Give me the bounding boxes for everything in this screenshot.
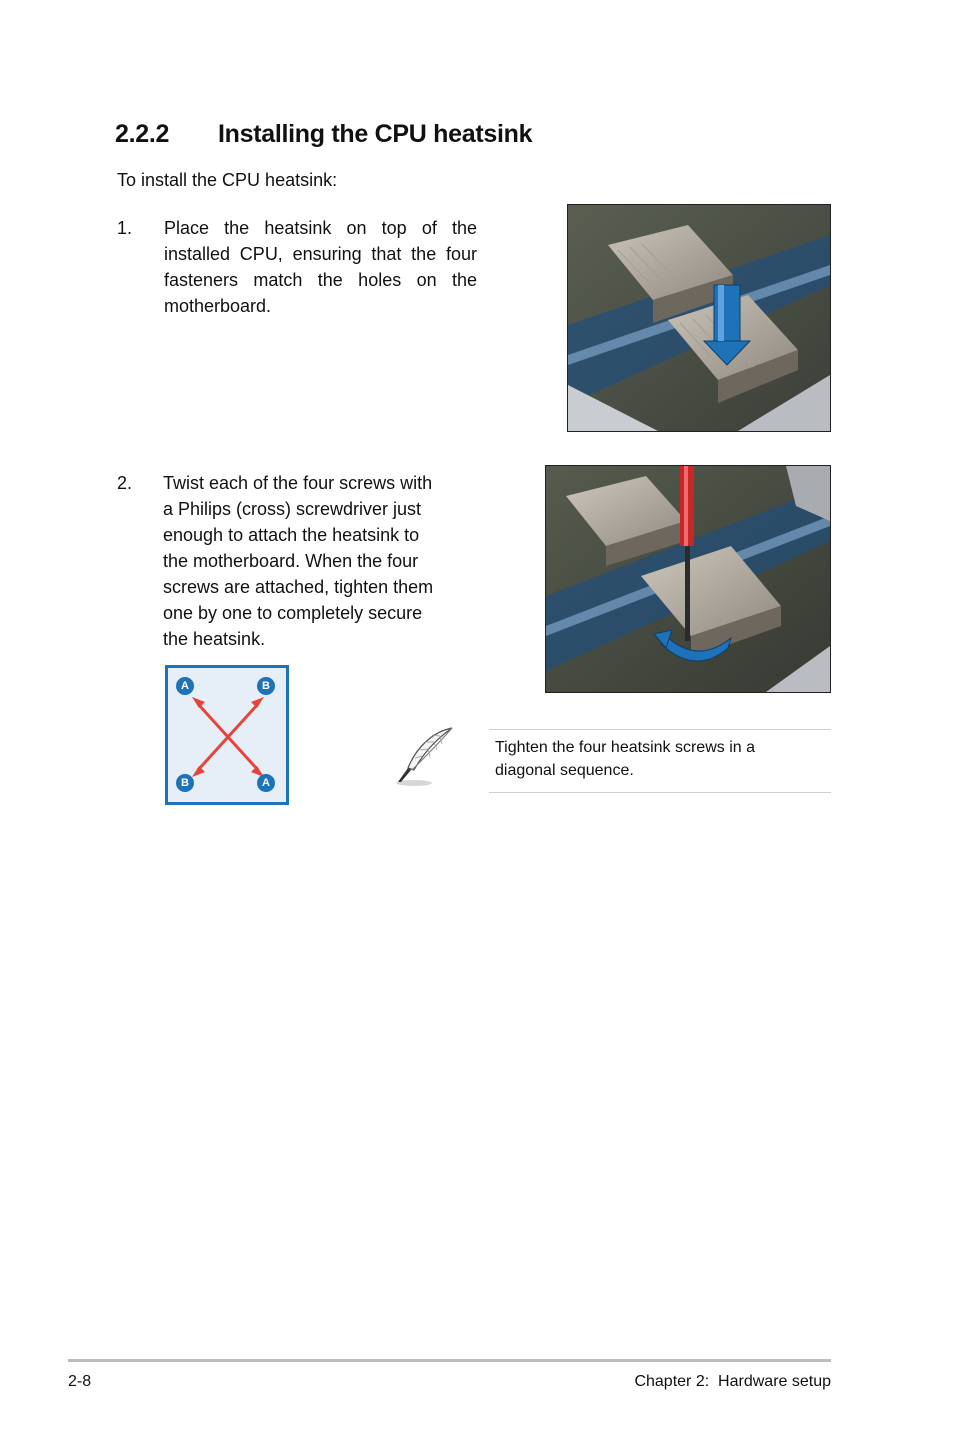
- step-1-line: fasteners match the holes on the: [164, 270, 477, 290]
- note-bottom-rule: [489, 792, 831, 793]
- screw-label-b-top-right: B: [257, 677, 275, 695]
- note-line: diagonal sequence.: [495, 762, 634, 779]
- note-text: [495, 736, 825, 782]
- heatsink-placement-photo: [567, 204, 831, 432]
- step-2-number: 2.: [117, 473, 133, 493]
- step-1-line: Place the heatsink on top of the: [164, 218, 477, 238]
- note-line: Tighten the four heatsink screws in a: [495, 739, 755, 756]
- screw-sequence-diagram: [165, 665, 289, 805]
- step-1-line: installed CPU, ensuring that the four: [164, 244, 477, 264]
- step-2-text: [163, 470, 463, 652]
- step-1-number: 1.: [117, 218, 133, 238]
- screw-label-a-bottom-right: A: [257, 774, 275, 792]
- screwdriver-photo: [545, 465, 831, 693]
- step-2-line: enough to attach the heatsink to: [163, 525, 420, 545]
- step-2-line: the heatsink.: [163, 629, 266, 649]
- screw-label-a-top-left: A: [176, 677, 194, 695]
- intro-text: To install the CPU heatsink:: [117, 170, 338, 190]
- note-top-rule: [489, 729, 831, 730]
- feather-pen-icon: [392, 724, 456, 788]
- footer-rule: [68, 1359, 831, 1362]
- step-2-line: the motherboard. When the four: [163, 551, 419, 571]
- section-number: 2.2.2: [115, 120, 170, 148]
- chapter-label: Chapter 2: Hardware setup: [634, 1373, 831, 1390]
- step-2-line: a Philips (cross) screwdriver just: [163, 499, 422, 519]
- step-2-line: one by one to completely secure: [163, 603, 423, 623]
- step-1-line: motherboard.: [164, 296, 272, 316]
- screwdriver-illustration: [546, 466, 830, 692]
- step-2-line: screws are attached, tighten them: [163, 577, 434, 597]
- step-2-line: Twist each of the four screws with: [163, 473, 433, 493]
- step-1-text: [164, 215, 477, 319]
- page-number: 2-8: [68, 1373, 92, 1390]
- section-title: Installing the CPU heatsink: [218, 120, 533, 148]
- heatsink-placement-illustration: [568, 205, 830, 431]
- screw-label-b-bottom-left: B: [176, 774, 194, 792]
